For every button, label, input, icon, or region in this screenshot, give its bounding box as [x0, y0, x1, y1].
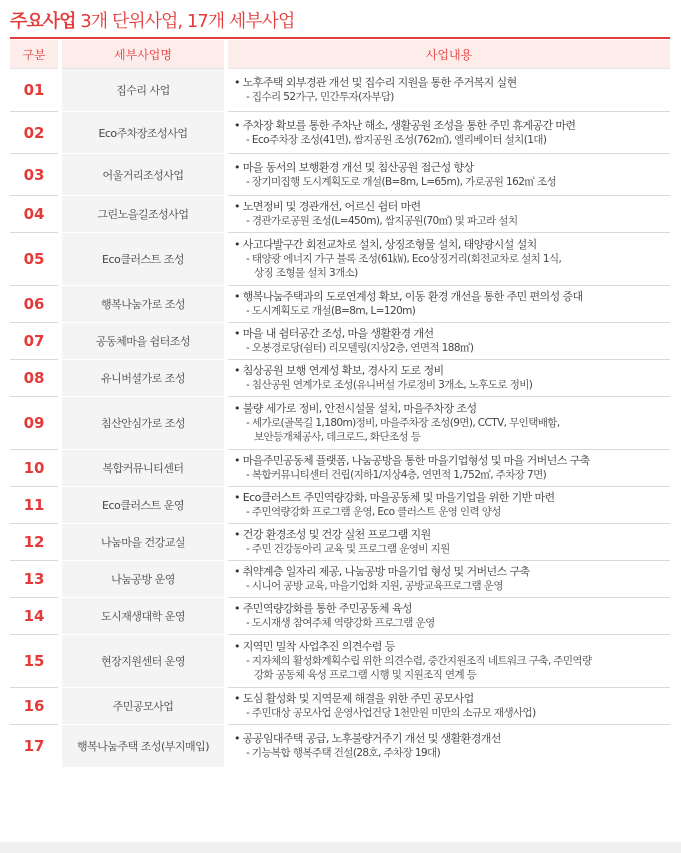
description-detail: - 복합커뮤니티센터 건립(지하1/지상4층, 연면적 1,752㎡, 주차장 7면) — [246, 469, 547, 481]
description-detail: 보안등개체공사, 데크로드, 화단조성 등 — [254, 431, 421, 443]
row-number: 07 — [10, 323, 60, 360]
row-number: 04 — [10, 196, 60, 233]
project-name: 행복나눔가로 조성 — [60, 286, 226, 323]
project-name: 유니버셜가로 조성 — [60, 360, 226, 397]
table-row — [10, 725, 670, 768]
description-main: • 건강 환경조성 및 건강 실천 프로그램 지원 — [234, 528, 431, 541]
project-name: 도시재생대학 운영 — [60, 598, 226, 635]
description-main: • 마을주민공동체 플랫폼, 나눔공방을 통한 마을기업형성 및 마을 거버넌스 구축 — [234, 454, 590, 467]
header-desc: 사업내용 — [226, 40, 670, 69]
project-description — [226, 323, 670, 360]
row-number: 12 — [10, 524, 60, 561]
description-main: • 침상공원 보행 연계성 확보, 경사지 도로 정비 — [234, 364, 444, 377]
description-main: • 노면정비 및 경관개선, 어르신 쉼터 마련 — [234, 200, 421, 213]
project-name: 침산안심가로 조성 — [60, 397, 226, 450]
table-row — [10, 635, 670, 688]
table-row — [10, 69, 670, 112]
title-divider — [10, 37, 670, 39]
table-row — [10, 196, 670, 233]
description-main: • 노후주택 외부경관 개선 및 집수리 지원을 통한 주거복지 실현 — [234, 76, 517, 89]
project-name: 현장지원센터 운영 — [60, 635, 226, 688]
project-name: 나눔공방 운영 — [60, 561, 226, 598]
project-description — [226, 360, 670, 397]
description-main: • 마을 동서의 보행환경 개선 및 침산공원 접근성 향상 — [234, 160, 474, 174]
row-number: 09 — [10, 397, 60, 450]
table-row — [10, 688, 670, 725]
project-description — [226, 524, 670, 561]
table-row — [10, 397, 670, 450]
description-detail: - 오봉경로당(쉼터) 리모델링(지상2층, 연면적 188㎡) — [246, 342, 474, 354]
description-detail: - 기능복합 행복주택 건설(28호, 주차장 19대) — [246, 747, 441, 760]
description-detail: - 침산공원 연계가로 조성(유니버설 가로정비 3개소, 노후도로 정비) — [246, 379, 533, 391]
project-description — [226, 688, 670, 725]
project-description — [226, 286, 670, 323]
description-main: • 사고다발구간 회전교차로 설치, 상징조형물 설치, 태양광시설 설치 — [234, 238, 537, 251]
row-number: 01 — [10, 69, 60, 112]
row-number: 10 — [10, 450, 60, 487]
table-row — [10, 598, 670, 635]
project-description — [226, 154, 670, 196]
description-main: • 주민역량강화를 통한 주민공동체 육성 — [234, 602, 412, 615]
row-number: 15 — [10, 635, 60, 688]
description-detail: - 주민대상 공모사업 운영사업건당 1천만원 미만의 소규모 재생사업) — [246, 707, 536, 719]
table-header-row — [10, 40, 670, 69]
title-strong: 주요사업 — [10, 11, 76, 32]
row-number: 16 — [10, 688, 60, 725]
project-description — [226, 69, 670, 112]
description-detail: - 도시계획도로 개설(B=8m, L=120m) — [246, 305, 416, 317]
project-description — [226, 397, 670, 450]
project-description — [226, 598, 670, 635]
description-main: • 도심 활성화 및 지역문제 해결을 위한 주민 공모사업 — [234, 692, 474, 705]
project-name: 행복나눔주택 조성(부지매입) — [60, 725, 226, 768]
description-detail: - 세가로(골목길 1,180m)정비, 마을주차장 조성(9면), CCTV, 무인택배함, — [246, 417, 560, 429]
project-name: Eco주차장조성사업 — [60, 112, 226, 154]
table-row — [10, 233, 670, 286]
table-row — [10, 360, 670, 397]
description-detail: - 도시재생 참여주체 역량강화 프로그램 운영 — [246, 617, 435, 629]
row-number: 17 — [23, 737, 45, 756]
description-detail: - 집수리 52가구, 민간투자(자부담) — [246, 91, 394, 103]
title-rest: 3개 단위사업, 17개 세부사업 — [80, 11, 295, 32]
table-row — [10, 487, 670, 524]
description-detail: 강화 공동체 육성 프로그램 시행 및 지원조직 연계 등 — [254, 669, 477, 681]
bottom-bar — [0, 842, 681, 853]
row-number: 03 — [10, 154, 60, 196]
project-name: 어울거리조성사업 — [60, 154, 226, 196]
description-detail: - 태양광 에너지 가구 블록 조성(61㎾), Eco상징거리(회전교차로 설치 1식, — [246, 253, 562, 265]
description-detail: - 주민역량강화 프로그램 운영, Eco 클러스트 운영 인력 양성 — [246, 506, 501, 518]
project-name: 공동체마을 쉼터조성 — [60, 323, 226, 360]
project-description — [226, 196, 670, 233]
description-main: • 불량 세가로 정비, 안전시설물 설치, 마을주차장 조성 — [234, 402, 477, 415]
description-main: • Eco클러스트 주민역량강화, 마을공동체 및 마을기업을 위한 기반 마련 — [234, 491, 555, 504]
project-name: Eco클러스트 운영 — [60, 487, 226, 524]
description-main: • 주차장 확보를 통한 주차난 해소, 생활공원 조성을 통한 주민 휴게공간 마련 — [234, 118, 576, 132]
description-main: • 마을 내 쉼터공간 조성, 마을 생활환경 개선 — [234, 327, 434, 340]
row-number: 08 — [10, 360, 60, 397]
project-description — [226, 450, 670, 487]
description-detail: - 시니어 공방 교육, 마을기업화 지원, 공방교육프로그램 운영 — [246, 580, 503, 592]
description-main: • 행복나눔주택과의 도로연계성 확보, 이동 환경 개선을 통한 주민 편의성 증대 — [234, 290, 583, 303]
row-number: 02 — [10, 112, 60, 154]
project-description — [226, 561, 670, 598]
project-name: 주민공모사업 — [60, 688, 226, 725]
table-row — [10, 154, 670, 196]
description-detail: - 주민 건강동아리 교육 및 프로그램 운영비 지원 — [246, 543, 450, 555]
project-table — [10, 40, 670, 768]
table-row — [10, 286, 670, 323]
header-num: 구분 — [10, 40, 60, 69]
description-main: • 공공임대주택 공급, 노후불량거주기 개선 및 생활환경개선 — [234, 732, 501, 746]
project-name: 그린노을길조성사업 — [60, 196, 226, 233]
description-detail: - Eco주차장 조성(41면), 쌈지공원 조성(762㎡), 엘리베이터 설치(1대) — [246, 133, 547, 146]
row-number: 13 — [10, 561, 60, 598]
project-name: 복합커뮤니티센터 — [60, 450, 226, 487]
row-number: 06 — [10, 286, 60, 323]
table-row — [10, 561, 670, 598]
description-main: • 취약계층 일자리 제공, 나눔공방 마을기업 형성 및 거버넌스 구축 — [234, 565, 530, 578]
project-description — [226, 112, 670, 154]
row-number: 05 — [10, 233, 60, 286]
table-row — [10, 450, 670, 487]
project-name: 집수리 사업 — [60, 69, 226, 112]
table-row — [10, 112, 670, 154]
description-detail: - 지자체의 활성화계획수립 위한 의견수렴, 중간지원조직 네트워크 구축, 주민역량 — [246, 655, 592, 667]
description-detail: - 경관가로공원 조성(L=450m), 쌈지공원(70㎡) 및 파고라 설치 — [246, 215, 518, 227]
table-row — [10, 524, 670, 561]
project-description — [226, 233, 670, 286]
description-detail: - 장기미집행 도시계획도로 개설(B=8m, L=65m), 가로공원 162㎡ 조성 — [246, 175, 557, 188]
project-description — [226, 725, 670, 768]
description-detail: 상징 조형물 설치 3개소) — [254, 267, 358, 279]
header-name: 세부사업명 — [60, 40, 226, 69]
description-main: • 지역민 밀착 사업추진 의견수렴 등 — [234, 640, 395, 653]
table-body — [10, 69, 670, 768]
project-description — [226, 635, 670, 688]
row-number: 11 — [10, 487, 60, 524]
row-number: 14 — [10, 598, 60, 635]
project-description — [226, 487, 670, 524]
project-name: Eco클러스트 조성 — [60, 233, 226, 286]
table-row — [10, 323, 670, 360]
page-title — [10, 8, 294, 36]
project-name: 나눔마을 건강교실 — [60, 524, 226, 561]
